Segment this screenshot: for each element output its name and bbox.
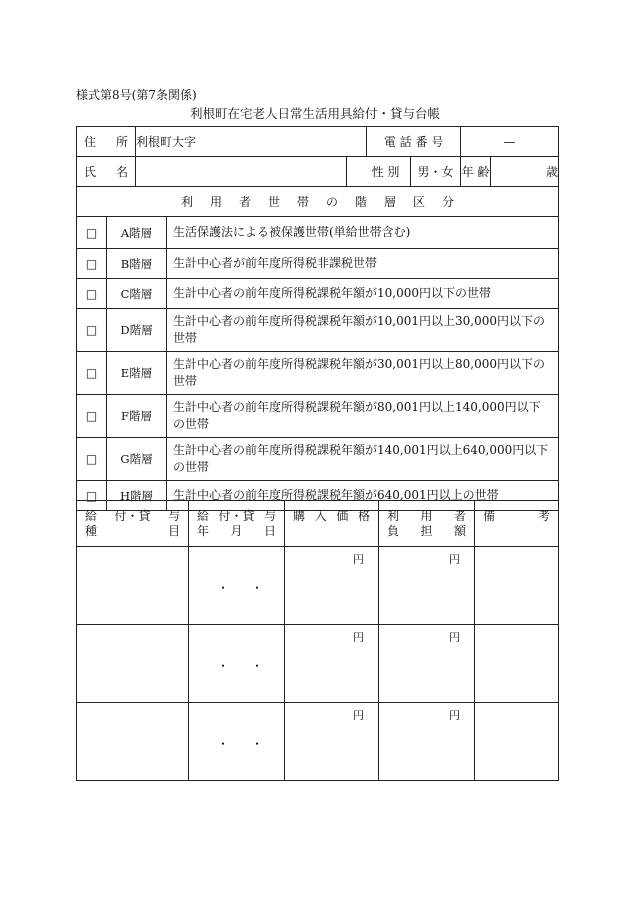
checkbox-h[interactable]: □ [77, 481, 107, 511]
level-row [77, 309, 559, 352]
col-header-date: 給 付・貸 与 年 月 日 [189, 501, 285, 547]
checkbox-f[interactable]: □ [77, 395, 107, 438]
level-description: 生計中心者の前年度所得税課税年額が640,001円以上の世帯 [167, 481, 559, 511]
level-row [77, 249, 559, 279]
ledger-row [77, 703, 559, 781]
date-field[interactable]: ・ ・ [189, 625, 285, 703]
col-header-remarks: 備 考 [475, 501, 559, 547]
level-label: F階層 [107, 395, 167, 438]
date-field[interactable]: ・ ・ [189, 547, 285, 625]
gender-label: 性 別 [347, 157, 411, 187]
level-description: 生計中心者の前年度所得税課税年額が10,001円以上30,000円以下の世帯 [167, 309, 559, 352]
level-row [77, 279, 559, 309]
ledger-row [77, 625, 559, 703]
level-label: E階層 [107, 352, 167, 395]
level-description: 生計中心者の前年度所得税課税年額が30,001円以上80,000円以下の世帯 [167, 352, 559, 395]
col-header-burden: 利 用 者 負 担 額 [379, 501, 475, 547]
name-field[interactable] [136, 157, 347, 187]
checkbox-e[interactable]: □ [77, 352, 107, 395]
age-label: 年 齢 [461, 157, 491, 187]
section-title: 利 用 者 世 帯 の 階 層 区 分 [77, 187, 559, 217]
col-header-price: 購 入 価 格 [285, 501, 379, 547]
level-row [77, 352, 559, 395]
remarks-field[interactable] [475, 703, 559, 781]
col-header-type: 給 付・貸 与 種 目 [77, 501, 189, 547]
level-label: D階層 [107, 309, 167, 352]
household-level-table [76, 216, 559, 511]
level-description: 生計中心者が前年度所得税非課税世帯 [167, 249, 559, 279]
price-field[interactable]: 円 [285, 703, 379, 781]
gender-field[interactable]: 男・女 [411, 157, 461, 187]
item-type-field[interactable] [77, 625, 189, 703]
level-label: H階層 [107, 481, 167, 511]
level-label: B階層 [107, 249, 167, 279]
level-description: 生計中心者の前年度所得税課税年額が140,001円以上640,000円以下の世帯 [167, 438, 559, 481]
checkbox-b[interactable]: □ [77, 249, 107, 279]
level-label: A階層 [107, 217, 167, 249]
date-field[interactable]: ・ ・ [189, 703, 285, 781]
price-field[interactable]: 円 [285, 547, 379, 625]
level-label: C階層 [107, 279, 167, 309]
remarks-field[interactable] [475, 547, 559, 625]
item-type-field[interactable] [77, 547, 189, 625]
ledger-table [76, 500, 559, 781]
checkbox-c[interactable]: □ [77, 279, 107, 309]
name-label: 氏 名 [77, 157, 136, 187]
burden-field[interactable]: 円 [379, 625, 475, 703]
ledger-row [77, 547, 559, 625]
address-field[interactable]: 利根町大字 [136, 127, 367, 157]
item-type-field[interactable] [77, 703, 189, 781]
burden-field[interactable]: 円 [379, 547, 475, 625]
checkbox-d[interactable]: □ [77, 309, 107, 352]
ledger-header-row [77, 501, 559, 547]
phone-label: 電 話 番 号 [367, 127, 461, 157]
price-field[interactable]: 円 [285, 625, 379, 703]
level-label: G階層 [107, 438, 167, 481]
address-label: 住 所 [77, 127, 136, 157]
level-description: 生計中心者の前年度所得税課税年額が80,001円以上140,000円以下の世帯 [167, 395, 559, 438]
phone-field[interactable]: — [461, 127, 559, 157]
burden-field[interactable]: 円 [379, 703, 475, 781]
checkbox-g[interactable]: □ [77, 438, 107, 481]
page-title: 利根町在宅老人日常生活用具給付・貸与台帳 [189, 106, 440, 121]
checkbox-a[interactable]: □ [77, 217, 107, 249]
level-description: 生計中心者の前年度所得税課税年額が10,000円以下の世帯 [167, 279, 559, 309]
level-row [77, 217, 559, 249]
level-row [77, 438, 559, 481]
form-number: 様式第8号(第7条関係) [76, 88, 197, 102]
remarks-field[interactable] [475, 625, 559, 703]
applicant-info-table [76, 126, 559, 217]
age-field[interactable]: 歳 [491, 157, 559, 187]
level-row [77, 395, 559, 438]
level-description: 生活保護法による被保護世帯(単給世帯含む) [167, 217, 559, 249]
